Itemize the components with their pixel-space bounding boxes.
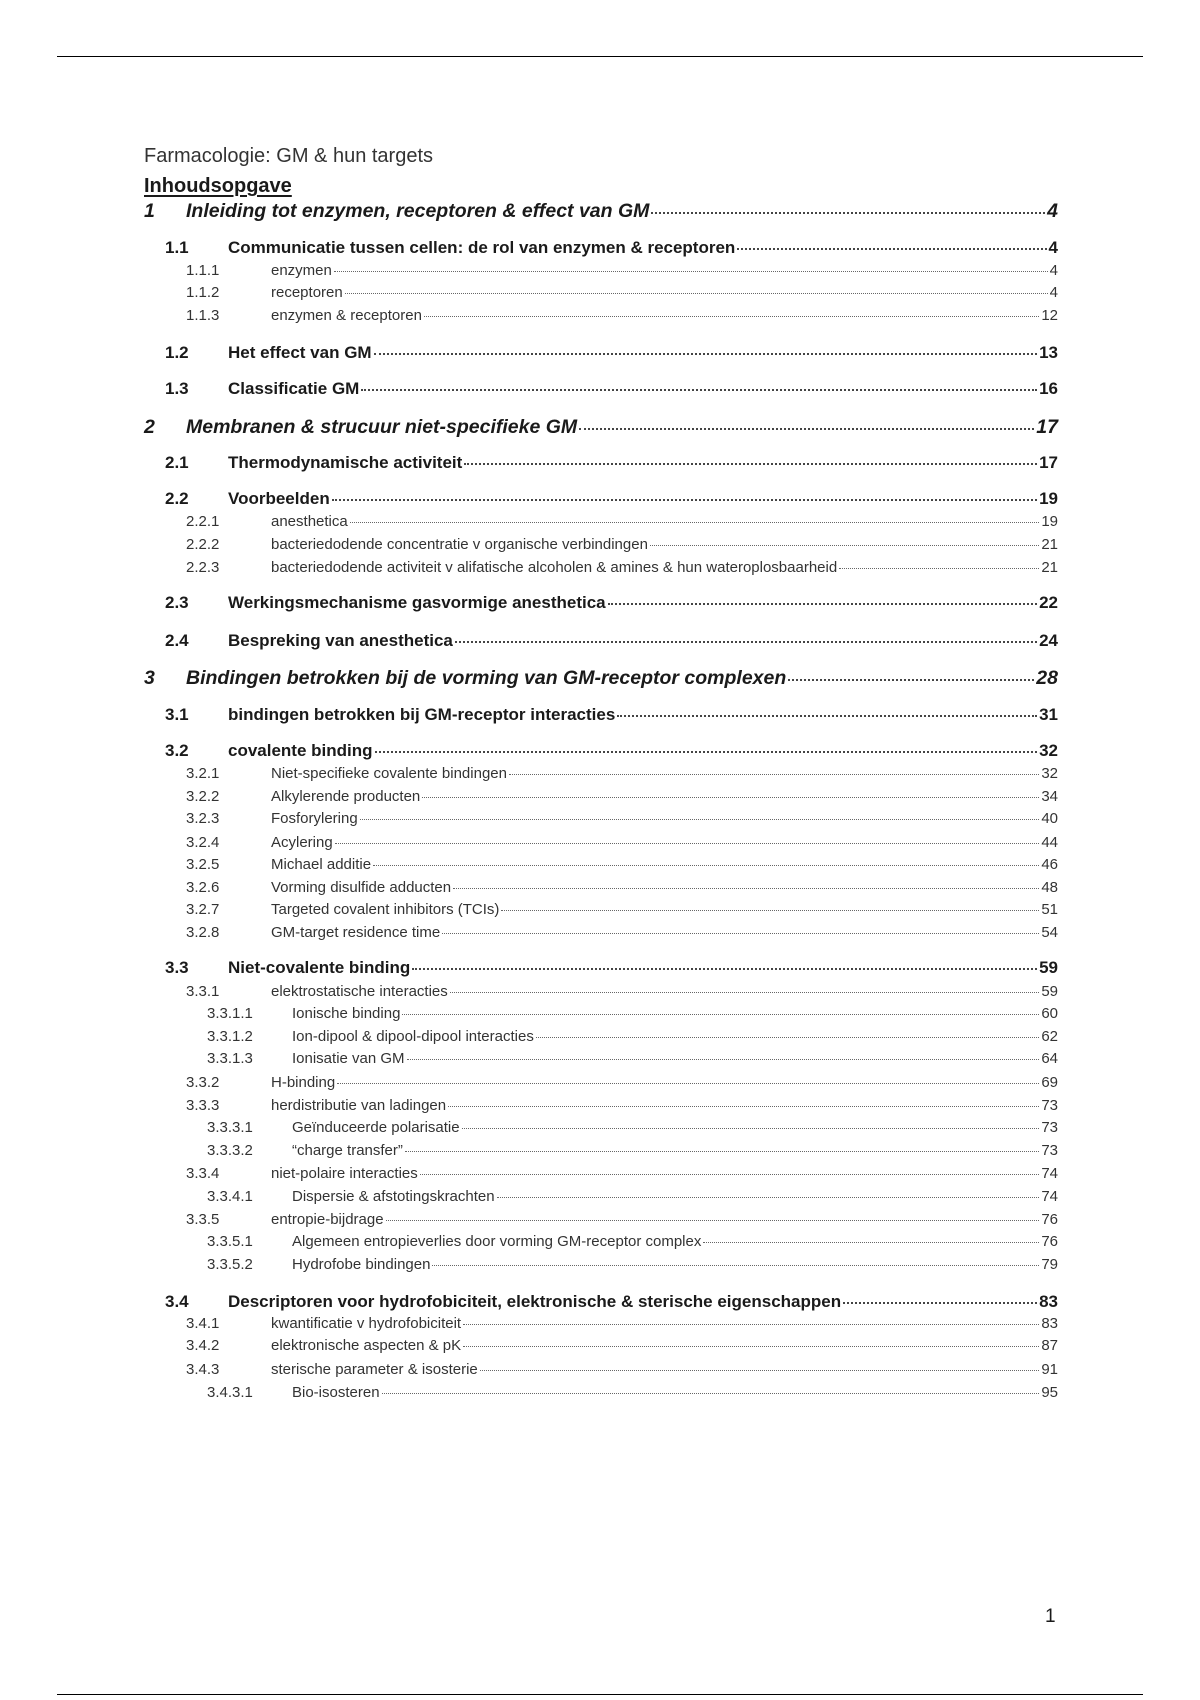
toc-entry-page: 62 — [1041, 1028, 1058, 1045]
toc-entry[interactable] — [186, 1165, 1058, 1182]
toc-dot-leader — [422, 797, 1039, 798]
toc-dot-leader — [337, 1083, 1039, 1084]
toc-dot-leader — [424, 316, 1039, 317]
toc-entry-page: 4 — [1049, 284, 1058, 301]
toc-entry-page: 24 — [1039, 631, 1058, 650]
toc-entry-number: 3.2.1 — [186, 765, 220, 782]
toc-dot-leader — [737, 248, 1046, 250]
toc-entry-title: Ionisatie van GM — [292, 1050, 405, 1067]
toc-entry-title: kwantificatie v hydrofobiciteit — [271, 1315, 462, 1332]
toc-entry-page: 83 — [1041, 1315, 1058, 1332]
toc-entry[interactable] — [165, 489, 1058, 509]
toc-entry-page: 22 — [1039, 593, 1058, 612]
toc-entry-number: 3.2.5 — [186, 856, 220, 873]
toc-entry-title: Thermodynamische activiteit — [228, 453, 463, 472]
toc-entry-title: Bespreking van anesthetica — [228, 631, 453, 650]
toc-entry-page: 73 — [1041, 1142, 1058, 1159]
toc-dot-leader — [501, 910, 1039, 911]
toc-entry-title: bindingen betrokken bij GM-receptor interacties — [228, 705, 616, 724]
toc-entry-page: 59 — [1041, 983, 1058, 1000]
toc-entry[interactable] — [186, 810, 1058, 827]
toc-dot-leader — [420, 1174, 1040, 1175]
toc-entry-page: 13 — [1039, 343, 1058, 362]
toc-entry-number: 3.3.5.2 — [207, 1256, 253, 1273]
toc-entry-title: Alkylerende producten — [271, 788, 421, 805]
toc-entry-page: 19 — [1041, 513, 1058, 530]
toc-heading: Inhoudsopgave — [144, 175, 292, 197]
toc-entry-title: Targeted covalent inhibitors (TCIs) — [271, 901, 500, 918]
toc-entry[interactable] — [207, 1256, 1058, 1273]
toc-dot-leader — [361, 389, 1037, 391]
toc-entry[interactable] — [207, 1142, 1058, 1159]
toc-entry-title: Communicatie tussen cellen: de rol van enzymen & receptoren — [228, 238, 736, 257]
toc-dot-leader — [497, 1197, 1040, 1198]
toc-entry-title: Michael additie — [271, 856, 372, 873]
toc-dot-leader — [432, 1265, 1039, 1266]
toc-dot-leader — [450, 992, 1040, 993]
toc-entry-number: 1.1.3 — [186, 307, 220, 324]
toc-entry-page: 46 — [1041, 856, 1058, 873]
toc-entry-page: 51 — [1041, 901, 1058, 918]
toc-dot-leader — [843, 1302, 1037, 1304]
toc-entry-title: enzymen & receptoren — [271, 307, 422, 324]
toc-entry-number: 1.3 — [165, 379, 189, 398]
toc-entry[interactable] — [186, 1337, 1058, 1354]
toc-entry-page: 40 — [1041, 810, 1058, 827]
toc-entry-number: 1.1.1 — [186, 262, 220, 279]
toc-entry-number: 3.3.1 — [186, 983, 220, 1000]
toc-entry-title: Descriptoren voor hydrofobiciteit, elektronische & sterische eigenschappen — [228, 1292, 842, 1311]
toc-dot-leader — [579, 428, 1034, 430]
toc-entry-title: Acylering — [271, 834, 333, 851]
toc-entry-page: 32 — [1041, 765, 1058, 782]
toc-entry-number: 3.3.3.2 — [207, 1142, 253, 1159]
toc-entry-title: Ionische binding — [292, 1005, 401, 1022]
toc-entry-number: 2 — [144, 416, 155, 438]
toc-dot-leader — [608, 603, 1037, 605]
toc-dot-leader — [463, 1324, 1039, 1325]
toc-entry-number: 3.1 — [165, 705, 189, 724]
toc-entry-title: Fosforylering — [271, 810, 358, 827]
toc-dot-leader — [455, 641, 1037, 643]
toc-entry-number: 3.3.3.1 — [207, 1119, 253, 1136]
toc-entry[interactable] — [186, 1361, 1058, 1378]
toc-entry-number: 3.3.5.1 — [207, 1233, 253, 1250]
toc-entry-number: 3.3.4 — [186, 1165, 220, 1182]
toc-entry-number: 3.3.1.1 — [207, 1005, 253, 1022]
toc-dot-leader — [509, 774, 1039, 775]
toc-entry-page: 91 — [1041, 1361, 1058, 1378]
toc-entry-page: 79 — [1041, 1256, 1058, 1273]
toc-entry[interactable] — [186, 983, 1058, 1000]
toc-entry-number: 3.4.3 — [186, 1361, 220, 1378]
toc-dot-leader — [335, 843, 1040, 844]
toc-entry-number: 2.4 — [165, 631, 189, 650]
toc-entry-title: niet-polaire interacties — [271, 1165, 418, 1182]
toc-entry[interactable] — [186, 856, 1058, 873]
toc-entry-title: Hydrofobe bindingen — [292, 1256, 431, 1273]
toc-entry-page: 17 — [1036, 416, 1058, 438]
page-number: 1 — [1045, 1606, 1056, 1627]
toc-dot-leader — [386, 1220, 1040, 1221]
toc-entry-number: 3.4.1 — [186, 1315, 220, 1332]
toc-entry-title: bacteriedodende activiteit v alifatische alcoholen & amines & hun wateroplosbaarheid — [271, 559, 838, 576]
toc-entry-title: Dispersie & afstotingskrachten — [292, 1188, 495, 1205]
toc-entry-title: sterische parameter & isosterie — [271, 1361, 478, 1378]
toc-entry-page: 69 — [1041, 1074, 1058, 1091]
toc-entry-page: 28 — [1036, 667, 1058, 689]
toc-entry-title: Niet-covalente binding — [228, 958, 411, 977]
toc-entry-page: 60 — [1041, 1005, 1058, 1022]
toc-entry-number: 3.3.1.3 — [207, 1050, 253, 1067]
toc-entry-number: 3.3.4.1 — [207, 1188, 253, 1205]
toc-entry[interactable] — [165, 379, 1058, 399]
toc-entry-number: 2.2 — [165, 489, 189, 508]
toc-dot-leader — [442, 933, 1039, 934]
toc-entry-title: Bindingen betrokken bij de vorming van GM-receptor complexen — [186, 667, 787, 689]
toc-entry-number: 2.2.1 — [186, 513, 220, 530]
toc-entry-page: 73 — [1041, 1119, 1058, 1136]
toc-entry-page: 83 — [1039, 1292, 1058, 1311]
toc-entry-title: Vorming disulfide adducten — [271, 879, 452, 896]
toc-entry-title: Membranen & strucuur niet-specifieke GM — [186, 416, 578, 438]
toc-entry-number: 3.3.1.2 — [207, 1028, 253, 1045]
toc-entry-number: 3 — [144, 667, 155, 689]
header-rule — [57, 56, 1143, 57]
toc-entry-title: bacteriedodende concentratie v organische verbindingen — [271, 536, 648, 553]
toc-entry[interactable] — [186, 1074, 1058, 1091]
toc-entry[interactable] — [165, 238, 1058, 258]
toc-entry-page: 54 — [1041, 924, 1058, 941]
toc-dot-leader — [382, 1393, 1040, 1394]
toc-dot-leader — [788, 679, 1034, 681]
toc-entry-title: “charge transfer” — [292, 1142, 403, 1159]
toc-entry-title: anesthetica — [271, 513, 348, 530]
toc-entry[interactable] — [186, 536, 1058, 553]
toc-entry[interactable] — [186, 284, 1058, 301]
toc-entry[interactable] — [165, 631, 1058, 651]
toc-entry[interactable] — [186, 834, 1058, 851]
toc-dot-leader — [617, 715, 1037, 717]
toc-entry[interactable] — [165, 705, 1058, 725]
toc-entry-title: Bio-isosteren — [292, 1384, 380, 1401]
toc-entry-number: 1.1 — [165, 238, 189, 257]
toc-entry-title: Algemeen entropieverlies door vorming GM-receptor complex — [292, 1233, 702, 1250]
toc-dot-leader — [650, 545, 1039, 546]
toc-entry-title: enzymen — [271, 262, 332, 279]
toc-entry-page: 48 — [1041, 879, 1058, 896]
toc-entry-title: herdistributie van ladingen — [271, 1097, 447, 1114]
toc-entry[interactable] — [207, 1233, 1058, 1250]
toc-entry-title: Voorbeelden — [228, 489, 330, 508]
toc-dot-leader — [332, 499, 1037, 501]
toc-entry-title: GM-target residence time — [271, 924, 441, 941]
toc-entry-number: 3.3 — [165, 958, 189, 977]
toc-dot-leader — [405, 1151, 1039, 1152]
toc-entry-page: 21 — [1041, 536, 1058, 553]
toc-entry-page: 17 — [1039, 453, 1058, 472]
toc-entry-page: 73 — [1041, 1097, 1058, 1114]
toc-entry-number: 3.2 — [165, 741, 189, 760]
toc-entry-title: Niet-specifieke covalente bindingen — [271, 765, 507, 782]
toc-entry[interactable] — [186, 1097, 1058, 1114]
toc-entry-page: 87 — [1041, 1337, 1058, 1354]
toc-entry-number: 3.3.2 — [186, 1074, 220, 1091]
toc-dot-leader — [462, 1128, 1040, 1129]
toc-entry-title: Geïnduceerde polarisatie — [292, 1119, 460, 1136]
toc-entry[interactable] — [165, 343, 1058, 363]
toc-dot-leader — [373, 865, 1039, 866]
toc-entry-page: 12 — [1041, 307, 1058, 324]
toc-entry-number: 3.2.7 — [186, 901, 220, 918]
toc-entry-number: 3.2.3 — [186, 810, 220, 827]
toc-dot-leader — [480, 1370, 1040, 1371]
toc-entry[interactable] — [165, 593, 1058, 613]
toc-entry-number: 3.4.3.1 — [207, 1384, 253, 1401]
toc-entry-page: 76 — [1041, 1211, 1058, 1228]
toc-entry-number: 1.1.2 — [186, 284, 220, 301]
toc-entry[interactable] — [207, 1005, 1058, 1022]
toc-entry[interactable] — [186, 765, 1058, 782]
toc-entry-number: 3.3.5 — [186, 1211, 220, 1228]
toc-entry[interactable] — [207, 1384, 1058, 1401]
toc-entry[interactable] — [144, 416, 1058, 439]
toc-entry-page: 74 — [1041, 1188, 1058, 1205]
toc-entry-title: covalente binding — [228, 741, 373, 760]
toc-entry-title: Werkingsmechanisme gasvormige anesthetica — [228, 593, 606, 612]
toc-entry-number: 3.4.2 — [186, 1337, 220, 1354]
toc-entry[interactable] — [207, 1050, 1058, 1067]
toc-entry[interactable] — [144, 200, 1058, 223]
toc-entry-title: entropie-bijdrage — [271, 1211, 384, 1228]
toc-entry-title: receptoren — [271, 284, 343, 301]
toc-entry[interactable] — [207, 1119, 1058, 1136]
toc-dot-leader — [839, 568, 1039, 569]
toc-entry-page: 21 — [1041, 559, 1058, 576]
toc-entry[interactable] — [186, 1211, 1058, 1228]
toc-dot-leader — [651, 212, 1045, 214]
toc-entry-title: elektrostatische interacties — [271, 983, 448, 1000]
toc-dot-leader — [375, 751, 1038, 753]
toc-dot-leader — [334, 271, 1048, 272]
toc-entry[interactable] — [165, 741, 1058, 761]
toc-entry[interactable] — [165, 453, 1058, 473]
toc-entry-page: 16 — [1039, 379, 1058, 398]
toc-entry-number: 3.4 — [165, 1292, 189, 1311]
toc-entry-number: 2.2.2 — [186, 536, 220, 553]
toc-entry-number: 2.1 — [165, 453, 189, 472]
toc-entry-number: 3.2.6 — [186, 879, 220, 896]
toc-entry-page: 19 — [1039, 489, 1058, 508]
toc-entry-number: 3.2.2 — [186, 788, 220, 805]
toc-dot-leader — [345, 293, 1048, 294]
toc-entry-page: 44 — [1041, 834, 1058, 851]
toc-entry-number: 2.2.3 — [186, 559, 220, 576]
toc-entry[interactable] — [207, 1188, 1058, 1205]
document-title: Farmacologie: GM & hun targets — [144, 145, 434, 167]
toc-entry-title: Classificatie GM — [228, 379, 360, 398]
toc-dot-leader — [464, 463, 1037, 465]
toc-entry[interactable] — [165, 958, 1058, 978]
toc-entry-number: 3.2.8 — [186, 924, 220, 941]
toc-entry-title: H-binding — [271, 1074, 336, 1091]
toc-entry[interactable] — [186, 924, 1058, 941]
toc-entry-page: 4 — [1047, 200, 1058, 222]
toc-entry-number: 3.3.3 — [186, 1097, 220, 1114]
toc-entry-number: 3.2.4 — [186, 834, 220, 851]
toc-entry-page: 74 — [1041, 1165, 1058, 1182]
toc-dot-leader — [448, 1106, 1039, 1107]
toc-dot-leader — [402, 1014, 1039, 1015]
toc-dot-leader — [703, 1242, 1039, 1243]
toc-dot-leader — [453, 888, 1039, 889]
toc-entry-number: 1 — [144, 200, 155, 222]
toc-entry-page: 76 — [1041, 1233, 1058, 1250]
toc-entry-number: 2.3 — [165, 593, 189, 612]
toc-entry-page: 32 — [1039, 741, 1058, 760]
toc-entry[interactable] — [186, 559, 1058, 576]
toc-entry-page: 4 — [1049, 262, 1058, 279]
toc-dot-leader — [407, 1059, 1040, 1060]
toc-entry[interactable] — [207, 1028, 1058, 1045]
toc-dot-leader — [536, 1037, 1039, 1038]
toc-entry-title: Ion-dipool & dipool-dipool interacties — [292, 1028, 534, 1045]
toc-entry-page: 64 — [1041, 1050, 1058, 1067]
toc-dot-leader — [463, 1346, 1039, 1347]
toc-entry[interactable] — [186, 513, 1058, 530]
toc-dot-leader — [374, 353, 1037, 355]
toc-entry[interactable] — [186, 901, 1058, 918]
toc-entry-title: Het effect van GM — [228, 343, 372, 362]
toc-entry[interactable] — [186, 1315, 1058, 1332]
toc-entry[interactable] — [186, 307, 1058, 324]
toc-entry-page: 95 — [1041, 1384, 1058, 1401]
toc-dot-leader — [350, 522, 1040, 523]
toc-entry-page: 59 — [1039, 958, 1058, 977]
toc-entry[interactable] — [165, 1292, 1058, 1312]
footer-rule — [57, 1694, 1143, 1695]
toc-entry[interactable] — [186, 262, 1058, 279]
toc-entry-page: 4 — [1048, 238, 1058, 257]
toc-entry-page: 31 — [1039, 705, 1058, 724]
toc-entry[interactable] — [144, 667, 1058, 690]
toc-entry-title: elektronische aspecten & pK — [271, 1337, 462, 1354]
toc-dot-leader — [412, 968, 1037, 970]
toc-entry-number: 1.2 — [165, 343, 189, 362]
toc-entry[interactable] — [186, 879, 1058, 896]
toc-entry[interactable] — [186, 788, 1058, 805]
toc-entry-title: Inleiding tot enzymen, receptoren & effect van GM — [186, 200, 650, 222]
toc-entry-page: 34 — [1041, 788, 1058, 805]
toc-dot-leader — [360, 819, 1040, 820]
